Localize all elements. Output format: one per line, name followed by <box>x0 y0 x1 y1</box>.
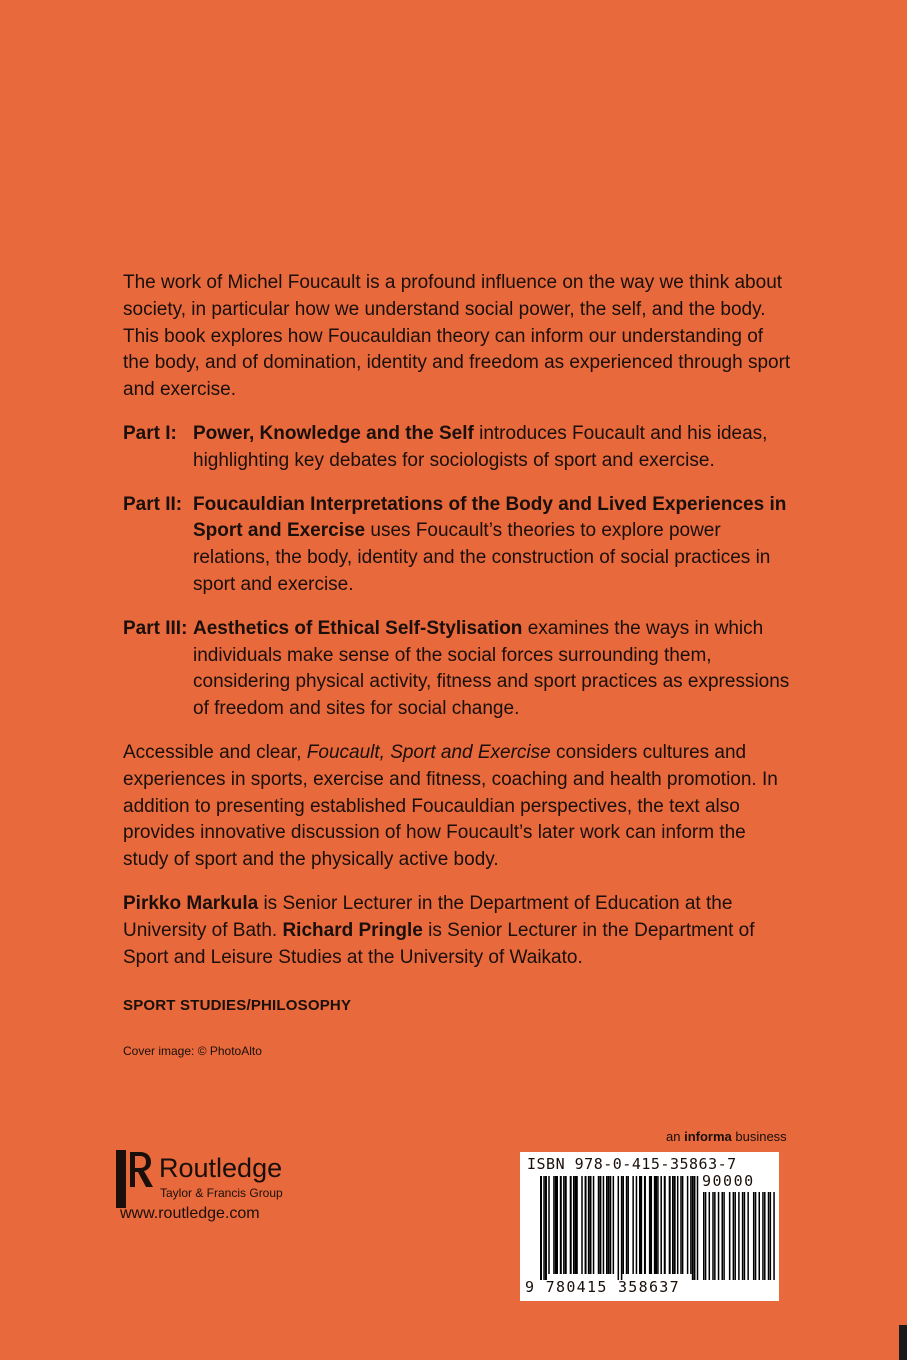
barcode-bar <box>548 1176 550 1274</box>
part-three-title: Aesthetics of Ethical Self-Stylisation <box>193 617 523 639</box>
barcode-bar <box>680 1176 682 1274</box>
summary-before: Accessible and clear, <box>123 741 307 763</box>
barcode-bar <box>557 1176 559 1274</box>
part-one-label: Part I: <box>123 422 177 444</box>
cover-edge-mark <box>899 1325 907 1360</box>
authors-paragraph <box>123 891 793 971</box>
barcode-bar <box>613 1176 615 1274</box>
barcode-bar <box>565 1176 567 1274</box>
barcode-bar <box>593 1176 595 1274</box>
barcode-bar <box>674 1176 676 1274</box>
addon-bar <box>709 1192 711 1280</box>
addon-bar <box>759 1192 761 1280</box>
barcode-bar <box>603 1176 605 1274</box>
part-two <box>123 492 793 599</box>
addon-bar <box>744 1192 746 1280</box>
part-one-description: introduces Foucault and his ideas, highlighting key debates for sociologists of sport and exercise. <box>193 422 768 471</box>
author-one-name: Pirkko Markula <box>123 892 259 914</box>
addon-bar <box>712 1192 714 1280</box>
barcode-bar <box>618 1176 620 1280</box>
publisher-name: Routledge <box>159 1153 283 1183</box>
barcode-bar <box>657 1176 659 1274</box>
addon-bar <box>705 1192 707 1280</box>
isbn-text: ISBN 978-0-415-35863-7 <box>527 1155 737 1173</box>
addon-bar <box>714 1192 716 1280</box>
author-one-role: is Senior Lecturer in the Department of Education at the University of Bath. <box>123 892 733 941</box>
addon-bar <box>768 1192 770 1280</box>
part-one-text <box>193 421 793 475</box>
addon-bar <box>753 1192 755 1280</box>
barcode-bar <box>606 1176 608 1274</box>
part-three-label: Part III: <box>123 617 188 639</box>
barcode-bar <box>669 1176 671 1274</box>
barcode-bar <box>609 1176 611 1274</box>
barcode-bar <box>693 1176 695 1280</box>
barcode-bar <box>660 1176 662 1274</box>
routledge-logo-icon <box>106 1146 156 1208</box>
barcode-box <box>520 1152 779 1301</box>
publisher-block <box>106 1146 336 1230</box>
barcode-bar <box>656 1176 658 1274</box>
author-two-name: Richard Pringle <box>282 919 423 941</box>
logo-vertical-text: ROUTLEDGE <box>106 1146 116 1197</box>
addon-bar <box>773 1192 775 1280</box>
barcode-bar <box>687 1176 689 1274</box>
tagline-suffix: business <box>731 1129 787 1144</box>
informa-brand: informa <box>684 1129 732 1144</box>
price-addon-text: 90000 <box>702 1172 755 1190</box>
barcode-bar <box>651 1176 653 1274</box>
summary-paragraph <box>123 740 793 874</box>
description-block <box>123 270 793 1065</box>
part-three <box>123 616 793 723</box>
barcode-bar <box>599 1176 601 1274</box>
barcode-bar <box>627 1176 629 1274</box>
addon-bar <box>718 1192 720 1280</box>
barcode-bar <box>632 1176 634 1274</box>
barcode-bar <box>644 1176 646 1274</box>
addon-bar <box>762 1192 764 1280</box>
part-two-text <box>193 492 793 599</box>
informa-tagline <box>666 1129 787 1145</box>
barcode-bar <box>621 1176 623 1280</box>
barcode-bar <box>672 1176 674 1274</box>
cover-credit: Cover image: © PhotoAlto <box>123 1044 262 1059</box>
addon-bar <box>729 1192 731 1280</box>
part-two-title: Foucauldian Interpretations of the Body and Lived Experiences in Sport and Exercise <box>193 493 787 542</box>
barcode-bar <box>563 1176 565 1274</box>
barcode-bar <box>692 1176 694 1280</box>
barcode-bar <box>570 1176 572 1274</box>
addon-bar <box>742 1192 744 1280</box>
barcode-bar <box>585 1176 587 1274</box>
barcode-bar <box>682 1176 684 1274</box>
addon-bar <box>738 1192 740 1280</box>
barcode-bar <box>540 1176 542 1280</box>
barcode-bar <box>588 1176 590 1274</box>
barcode-bar <box>553 1176 555 1274</box>
addon-bar <box>747 1192 749 1280</box>
addon-bar <box>770 1192 772 1280</box>
barcode-bar <box>641 1176 643 1274</box>
publisher-website[interactable]: www.routledge.com <box>120 1205 260 1222</box>
addon-bar <box>703 1192 705 1280</box>
part-three-text <box>193 616 793 723</box>
part-three-description: examines the ways in which individuals make sense of the social forces surrounding them, considering physical activity, fitness and sport practices as expressions of freedom and sites for social change. <box>193 617 790 720</box>
part-two-label: Part II: <box>123 493 183 515</box>
barcode-bar <box>576 1176 578 1274</box>
publisher-group: Taylor & Francis Group <box>160 1186 283 1200</box>
author-two-role: is Senior Lecturer in the Department of Sport and Leisure Studies at the University of Waikato. <box>123 919 755 968</box>
barcode-bar <box>608 1176 610 1274</box>
barcode-bar <box>560 1176 562 1274</box>
part-one-title: Power, Knowledge and the Self <box>193 422 474 444</box>
tagline-prefix: an <box>666 1129 685 1144</box>
barcode-bar <box>545 1176 547 1280</box>
barcode-number: 9 780415 358637 <box>525 1278 680 1296</box>
addon-bar <box>733 1192 735 1280</box>
intro-paragraph: The work of Michel Foucault is a profound influence on the way we think about society, in particular how we understand social power, the self, and the body. This book explores how Foucauldian theory can inform our understanding of the body, and of domination, identity and freedom as experienced through sport and exercise. <box>123 272 791 401</box>
barcode-bar <box>581 1176 583 1274</box>
barcode-bar <box>690 1176 692 1274</box>
addon-bar <box>722 1192 724 1280</box>
barcode-bar <box>590 1176 592 1274</box>
barcode-bar <box>573 1176 575 1274</box>
barcode-bar <box>636 1176 638 1274</box>
subject-category: SPORT STUDIES/PHILOSOPHY <box>123 997 352 1015</box>
barcode-bar <box>598 1176 600 1274</box>
summary-after: considers cultures and experiences in sports, exercise and fitness, coaching and health promotion. In addition to presenting established Foucauldian perspectives, the text also provides innovative discussion of how Foucault’s later work can inform the study of sport and the physically active body. <box>123 741 778 871</box>
barcode-bar <box>664 1176 666 1274</box>
barcode-bar <box>677 1176 679 1274</box>
barcode-bar <box>626 1176 628 1274</box>
addon-bar <box>755 1192 757 1280</box>
part-one <box>123 421 793 475</box>
addon-bar <box>734 1192 736 1280</box>
part-two-description: uses Foucault’s theories to explore power relations, the body, identity and the construction of social practices in sport and exercise. <box>193 520 771 595</box>
addon-bar <box>764 1192 766 1280</box>
book-title: Foucault, Sport and Exercise <box>306 741 551 763</box>
barcode-bar <box>623 1176 625 1274</box>
addon-bar <box>723 1192 725 1280</box>
barcode-bar <box>543 1176 545 1280</box>
barcode-bar <box>697 1176 699 1280</box>
